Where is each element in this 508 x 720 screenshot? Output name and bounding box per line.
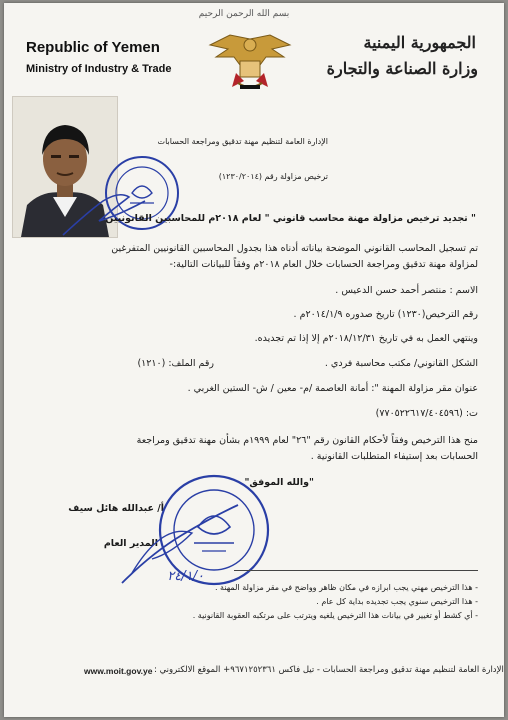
intro-line-2: لمزاولة مهنة تدقيق ومراجعة الحسابات خلال العام ٢٠١٨م وفقاً للبيانات التالية:- xyxy=(169,259,478,270)
ministry-name-en: Ministry of Industry & Trade xyxy=(26,63,172,75)
signatory-title: المدير العام xyxy=(103,538,158,549)
holder-name: الاسم : منتصر أحمد حسن الدعيس . xyxy=(335,285,478,296)
grant-line-1: منح هذا الترخيص وفقاً لأحكام القانون رقم "٢٦" لعام ١٩٩٩م بشأن مهنة تدقيق ومراجعة xyxy=(136,435,478,446)
footer-website: www.moit.gov.ye xyxy=(84,666,153,676)
yemen-emblem-icon xyxy=(200,31,300,93)
signature-date: ٢٤/١/٠ xyxy=(167,569,204,584)
department-name: الإدارة العامة لتنظيم مهنة تدقيق ومراجعة الحسابات xyxy=(157,137,328,146)
intro-line-1: تم تسجيل المحاسب القانوني الموضحة بياناته أدناه هذا بجدول المحاسبين القانونيين المتفرغين xyxy=(111,243,478,254)
phone-number: ت: (٧٧٠٥٢٢٦١٧/٤٠٤٥٩٦) xyxy=(375,408,478,419)
file-number: رقم الملف: (١٢١٠) xyxy=(137,358,214,369)
signature-scribble-icon xyxy=(59,181,149,241)
note-item: - هذا الترخيص سنوي يجب تجديده بداية كل عام . xyxy=(316,597,478,606)
ministry-name-ar: وزارة الصناعة والتجارة xyxy=(326,59,478,78)
license-document xyxy=(4,3,504,717)
signatory-name: أ/ عبدالله هائل سيف xyxy=(68,503,164,514)
legal-form: الشكل القانوني/ مكتب محاسبة فردي . xyxy=(324,358,478,369)
country-name-en: Republic of Yemen xyxy=(26,39,160,56)
license-issue: رقم الترخيص(١٢٣٠) تاريخ صدوره ٢٠١٤/١/٩م . xyxy=(293,309,478,320)
license-number: ترخيص مزاولة رقم (١٢٣٠/٢٠١٤) xyxy=(218,172,328,181)
practice-address: عنوان مقر مزاولة المهنة ": أمانة العاصمة /م- معين / ش- الستين الغربي . xyxy=(187,383,478,394)
closing-phrase: "والله الموفق" xyxy=(244,477,314,488)
footer-contact: الإدارة العامة لتنظيم مهنة تدقيق ومراجعة الحسابات - تيل فاكس ٩٦٧١٢٥٢٣٦١+ الموقع الالكتروني : xyxy=(154,665,504,675)
grant-line-2: الحسابات بعد إستيفاء المتطلبات القانونية . xyxy=(310,451,478,462)
basmala: بسم الله الرحمن الرحيم xyxy=(198,9,290,19)
note-item: - أي كشط أو تغيير في بيانات هذا الترخيص يلغيه ويترتب على مرتكبه العقوبة القانونية . xyxy=(192,611,478,620)
note-item: - هذا الترخيص مهني يجب ابرازه في مكان ظاهر وواضح في مقر مزاولة المهنة . xyxy=(214,583,478,592)
license-expiry: وينتهي العمل به في تاريخ ٢٠١٨/١٢/٣١م إلا إذا تم تجديده. xyxy=(254,333,478,344)
document-title: " تجديد ترخيص مزاولة مهنة محاسب قانوني " لعام ٢٠١٨م للمحاسبين القانونيين xyxy=(105,213,476,224)
notes-divider xyxy=(234,570,478,571)
country-name-ar: الجمهورية اليمنية xyxy=(363,33,476,52)
